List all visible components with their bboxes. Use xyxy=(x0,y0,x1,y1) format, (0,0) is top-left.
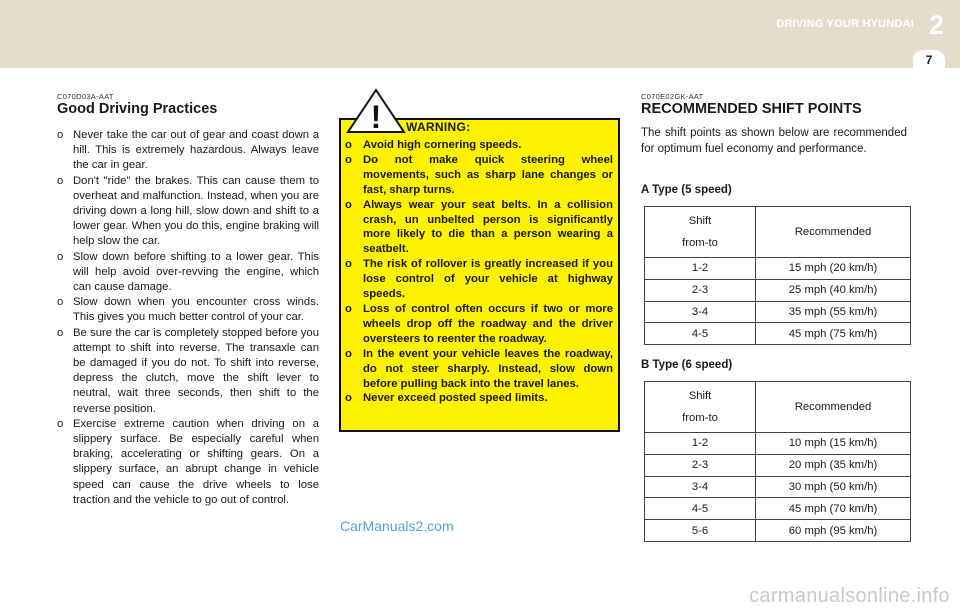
bullet-marker: o xyxy=(345,198,352,211)
bullet-marker: o xyxy=(345,153,352,166)
bullet-marker: o xyxy=(57,129,64,141)
shift-table-a xyxy=(644,206,911,345)
table-row: 4-5 45 mph (75 km/h) xyxy=(645,323,911,345)
list-item: o Exercise extreme caution when driving on a slippery surface. Be especially careful when braking, accelerating or shifting gears. On a slippery surface, an abrupt change in vehicle speed can cause the drive wheels to lose traction and the vehicle to go out of control. xyxy=(57,417,319,506)
table-row: 2-3 20 mph (35 km/h) xyxy=(645,454,911,476)
footer-watermark: carmanualsonline.info xyxy=(749,585,950,607)
section-title: Good Driving Practices xyxy=(57,101,218,117)
warning-item: o The risk of rollover is greatly increased if you lose control of your vehicle at highway speeds. xyxy=(345,258,613,301)
warning-title: WARNING: xyxy=(406,120,471,134)
section-code: C070D03A-AAT xyxy=(57,92,114,101)
table-row: 1-2 15 mph (20 km/h) xyxy=(645,258,911,280)
driving-practices-list xyxy=(57,128,319,508)
table-row: 1-2 10 mph (15 km/h) xyxy=(645,433,911,455)
type-a-label: A Type (5 speed) xyxy=(641,184,732,196)
table-row: 3-4 35 mph (55 km/h) xyxy=(645,301,911,323)
list-item: o Be sure the car is completely stopped before you attempt to shift into reverse. The transaxle can be damaged if you do not. To shift into reverse, depress the clutch, move the shift lever to neutral, wait three seconds, then shift to the reverse position. xyxy=(57,326,319,415)
type-b-label: B Type (6 speed) xyxy=(641,359,733,371)
header-recommended-cell: Recommended xyxy=(756,207,911,258)
list-item: o Slow down before shifting to a lower gear. This will help avoid over-revving the engine, which can cause damage. xyxy=(57,250,319,294)
warning-item: o Never exceed posted speed limits. xyxy=(345,392,548,405)
warning-item: o Loss of control often occurs if two or more wheels drop off the roadway and the driver oversteers to reenter the roadway. xyxy=(345,302,613,345)
list-item: o Don't "ride" the brakes. This can cause them to overheat and malfunction. Instead, when you are driving down a long hill, slow down and shift to a lower gear. When you do this, engine braking will help slow the car. xyxy=(57,174,319,248)
warning-item: o Avoid high cornering speeds. xyxy=(345,139,522,151)
section-code-right: C070E02GK-AAT xyxy=(641,92,704,101)
watermark-link[interactable]: CarManuals2.com xyxy=(340,518,454,534)
warning-item: o Always wear your seat belts. In a collision crash, un unbelted person is significantly more likely to die than a person wearing a seatbelt. xyxy=(345,198,613,256)
warning-item: o Do not make quick steering wheel movements, such as sharp lane changes or fast, sharp turns. xyxy=(345,153,613,196)
header-shift-cell: Shift from-to xyxy=(645,382,756,433)
bullet-marker: o xyxy=(57,250,64,263)
table-row: 5-6 60 mph (95 km/h) xyxy=(645,520,911,542)
section-title-right: RECOMMENDED SHIFT POINTS xyxy=(641,101,862,117)
bullet-marker: o xyxy=(345,347,352,360)
table-row: 3-4 30 mph (50 km/h) xyxy=(645,476,911,498)
warning-symbol: ! xyxy=(370,99,382,134)
list-item: o Slow down when you encounter cross winds. This gives you much better control of your car. xyxy=(57,296,319,324)
bullet-marker: o xyxy=(345,258,352,271)
bullet-marker: o xyxy=(57,417,64,430)
warning-list xyxy=(345,138,613,406)
chapter-number: 2 xyxy=(928,10,944,40)
table-row: 2-3 25 mph (40 km/h) xyxy=(645,279,911,301)
page-number: 7 xyxy=(913,50,945,70)
bullet-marker: o xyxy=(345,392,352,405)
header-shift-cell: Shift from-to xyxy=(645,207,756,258)
bullet-marker: o xyxy=(57,174,64,187)
bullet-marker: o xyxy=(57,326,64,339)
intro-paragraph: The shift points as shown below are recommended for optimum fuel economy and performance. xyxy=(641,127,907,155)
header-recommended-cell: Recommended xyxy=(756,382,911,433)
warning-item: o In the event your vehicle leaves the roadway, do not steer sharply. Instead, slow down before pulling back into the travel lanes. xyxy=(345,347,613,390)
bullet-marker: o xyxy=(345,302,352,315)
chapter-title: DRIVING YOUR HYUNDAI xyxy=(776,18,914,30)
list-item: o Never take the car out of gear and coast down a hill. This is extremely hazardous. Always leave the car in gear. xyxy=(57,129,319,172)
shift-table-b xyxy=(644,381,911,542)
bullet-marker: o xyxy=(57,296,64,309)
bullet-marker: o xyxy=(345,139,352,151)
header-band xyxy=(0,0,960,68)
warning-triangle-icon xyxy=(346,88,406,134)
table-row: 4-5 45 mph (70 km/h) xyxy=(645,498,911,520)
